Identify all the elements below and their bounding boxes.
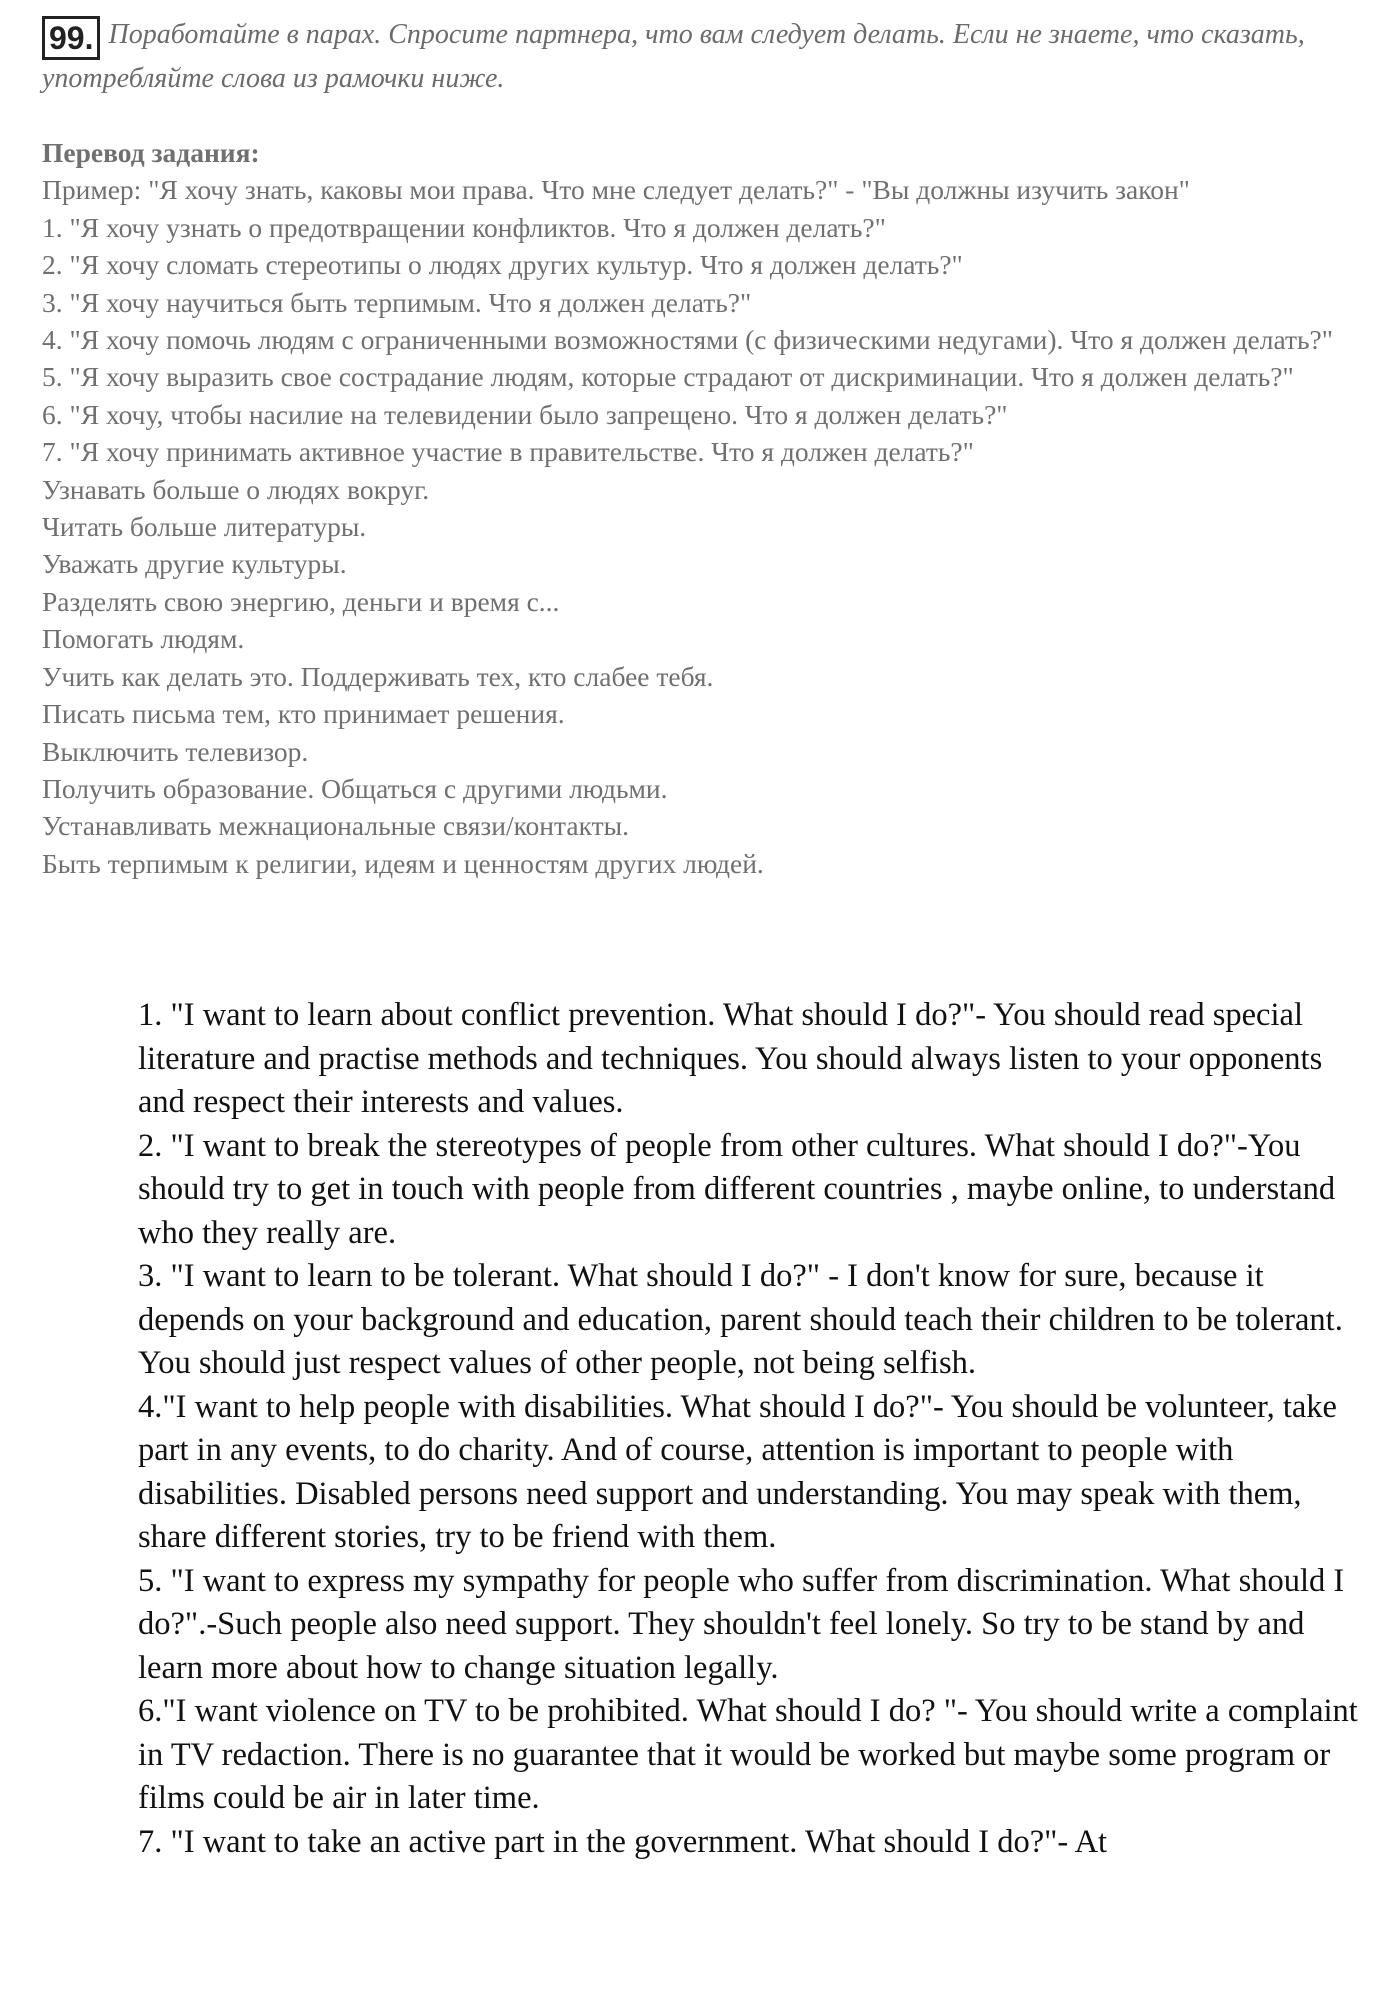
translation-section xyxy=(42,134,1342,882)
task-number: 99. xyxy=(42,16,100,60)
phrase-item: Устанавливать межнациональные связи/контакты. xyxy=(42,810,629,842)
translation-title: Перевод задания: xyxy=(42,137,260,168)
answer-item-5: 5. "I want to express my sympathy for people who suffer from discrimination. What should I do?".-Such people also need support. They shouldn't feel lonely. So try to be stand by and learn more about how to change situation legally. xyxy=(138,1562,1345,1686)
phrase-item: Читать больше литературы. xyxy=(42,511,367,543)
task-instruction: Поработайте в парах. Спросите партнера, что вам следует делать. Если не знаете, что сказать, употребляйте слова из рамочки ниже. xyxy=(42,19,1305,94)
translation-item-3: 3. "Я хочу научиться быть терпимым. Что я должен делать?" xyxy=(42,286,752,318)
phrase-item: Помогать людям. xyxy=(42,623,245,655)
answers-section xyxy=(138,994,1360,1864)
phrase-item: Учить как делать это. Поддерживать тех, кто слабее тебя. xyxy=(42,660,714,692)
phrase-item: Разделять свою энергию, деньги и время с... xyxy=(42,585,560,617)
task-header xyxy=(42,16,1342,98)
phrase-item: Быть терпимым к религии, идеям и ценностям других людей. xyxy=(42,847,764,879)
phrase-item: Выключить телевизор. xyxy=(42,735,309,767)
answer-item-4: 4."I want to help people with disabilities. What should I do?"- You should be volunteer, take part in any events, to do charity. And of course, attention is important to people with disabilities. Disabled persons need support and understanding. You may speak with them, share different stories, try to be friend with them. xyxy=(138,1388,1337,1555)
answer-item-1: 1. "I want to learn about conflict prevention. What should I do?"- You should read special literature and practise methods and techniques. You should always listen to your opponents and respect their interests and values. xyxy=(138,997,1323,1120)
translation-item-2: 2. "Я хочу сломать стереотипы о людях других культур. Что я должен делать?" xyxy=(42,249,963,281)
answer-item-6: 6."I want violence on TV to be prohibited. What should I do? "- You should write a complaint in TV redaction. There is no guarantee that it would be worked but maybe some program or films could be air in later time. xyxy=(138,1693,1358,1816)
translation-item-1: 1. "Я хочу узнать о предотвращении конфликтов. Что я должен делать?" xyxy=(42,211,886,243)
translation-item-5: 5. "Я хочу выразить свое сострадание людям, которые страдают от дискриминации. Что я должен делать?" xyxy=(42,361,1294,393)
phrase-item: Получить образование. Общаться с другими людьми. xyxy=(42,772,668,804)
answer-item-3: 3. "I want to learn to be tolerant. What should I do?" - I don't know for sure, because it depends on your background and education, parent should teach their children to be tolerant. You should just respect values of other people, not being selfish. xyxy=(138,1258,1343,1381)
translation-example: Пример: "Я хочу знать, каковы мои права. Что мне следует делать?" - "Вы должны изучить закон" xyxy=(42,174,1190,206)
translation-item-4: 4. "Я хочу помочь людям с ограниченными возможностями (с физическими недугами). Что я должен делать?" xyxy=(42,324,1333,356)
answer-item-7: 7. "I want to take an active part in the government. What should I do?"- At xyxy=(138,1823,1108,1860)
translation-item-6: 6. "Я хочу, чтобы насилие на телевидении было запрещено. Что я должен делать?" xyxy=(42,398,1008,430)
phrase-item: Узнавать больше о людях вокруг. xyxy=(42,473,430,505)
phrase-item: Уважать другие культуры. xyxy=(42,548,347,580)
translation-item-7: 7. "Я хочу принимать активное участие в правительстве. Что я должен делать?" xyxy=(42,436,974,468)
phrase-item: Писать письма тем, кто принимает решения. xyxy=(42,698,565,730)
answer-item-2: 2. "I want to break the stereotypes of people from other cultures. What should I do?"-You should try to get in touch with people from different countries , maybe online, to understand who they really are. xyxy=(138,1127,1336,1251)
